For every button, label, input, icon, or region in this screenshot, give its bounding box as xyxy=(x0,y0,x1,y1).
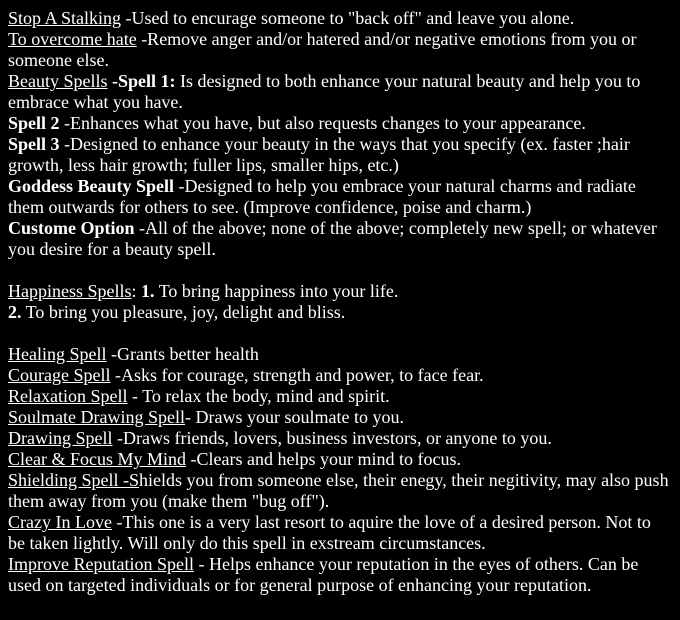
description-text: To bring happiness into your life. xyxy=(154,281,399,301)
paragraph xyxy=(8,302,672,323)
paragraph xyxy=(8,407,672,428)
spell-name-bold: Custome Option xyxy=(8,218,135,238)
paragraph xyxy=(8,365,672,386)
blank-line xyxy=(8,323,672,344)
description-text: hields you from someone else, their enegy, their negitivity, may also push them away from you (make them "bug off"). xyxy=(8,470,669,511)
spell-name: Beauty Spells xyxy=(8,71,108,91)
description-text: -Draws friends, lovers, business investors, or anyone to you. xyxy=(112,428,552,448)
spell-name: Soulmate Drawing Spell xyxy=(8,407,185,427)
description-text: To bring you pleasure, joy, delight and bliss. xyxy=(21,302,346,322)
paragraph xyxy=(8,8,672,29)
spell-name: Courage Spell xyxy=(8,365,111,385)
paragraph xyxy=(8,134,672,176)
spell-name-bold: -Spell 1: xyxy=(112,71,176,91)
paragraph xyxy=(8,281,672,302)
description-text: -This one is a very last resort to aquire the love of a desired person. Not to be taken lightly. Will only do this spell in exstream circumstances. xyxy=(8,512,651,553)
paragraph xyxy=(8,176,672,218)
paragraph xyxy=(8,386,672,407)
description-text: : xyxy=(131,281,142,301)
description-text: -Asks for courage, strength and power, to face fear. xyxy=(110,365,484,385)
spell-name: Drawing Spell xyxy=(8,428,113,448)
spell-name-bold: Spell 3 xyxy=(8,134,60,154)
description-text: -Enhances what you have, but also requests changes to your appearance. xyxy=(59,113,586,133)
spell-name: Improve Reputation Spell xyxy=(8,554,194,574)
description-text: - Draws your soulmate to you. xyxy=(184,407,404,427)
description-text: -Grants better health xyxy=(106,344,259,364)
description-text: -Remove anger and/or hatered and/or negative emotions from you or someone else. xyxy=(8,29,637,70)
spell-name-bold: Spell 2 xyxy=(8,113,60,133)
paragraph xyxy=(8,113,672,134)
description-text: - To relax the body, mind and spirit. xyxy=(127,386,390,406)
paragraph xyxy=(8,218,672,260)
spell-name-bold: 1. xyxy=(141,281,155,301)
spell-name-bold: 2. xyxy=(8,302,22,322)
paragraph xyxy=(8,512,672,554)
paragraph xyxy=(8,71,672,113)
spell-name: Stop A Stalking xyxy=(8,8,122,28)
blank-line xyxy=(8,260,672,281)
paragraph xyxy=(8,344,672,365)
paragraph xyxy=(8,449,672,470)
spell-name: Crazy In Love xyxy=(8,512,112,532)
description-text: -All of the above; none of the above; completely new spell; or whatever you desire for a beauty spell. xyxy=(8,218,657,259)
description-text: - Helps enhance your reputation in the eyes of others. Can be used on targeted individuals or for general purpose of enhancing your reputation. xyxy=(8,554,639,595)
spell-name: Relaxation Spell xyxy=(8,386,128,406)
description-text: Is designed to both enhance your natural beauty and help you to embrace what you have. xyxy=(8,71,641,112)
paragraph xyxy=(8,428,672,449)
spell-name: Happiness Spells xyxy=(8,281,132,301)
spell-name: To overcome hate xyxy=(8,29,137,49)
spell-name: Clear & Focus My Mind xyxy=(8,449,186,469)
spell-name: Shielding Spell -S xyxy=(8,470,140,490)
description-text: -Used to encurage someone to "back off" and leave you alone. xyxy=(121,8,575,28)
spell-name-bold: Goddess Beauty Spell xyxy=(8,176,175,196)
description-text: -Designed to help you embrace your natural charms and radiate them outwards for others to see. (Improve confidence, poise and charm.) xyxy=(8,176,636,217)
description-text: -Designed to enhance your beauty in the ways that you specify (ex. faster ;hair growth, less hair growth; fuller lips, smaller hips, etc.) xyxy=(8,134,630,175)
spell-name: Healing Spell xyxy=(8,344,107,364)
paragraph xyxy=(8,554,672,596)
paragraph xyxy=(8,470,672,512)
description-text: -Clears and helps your mind to focus. xyxy=(186,449,461,469)
paragraph xyxy=(8,29,672,71)
